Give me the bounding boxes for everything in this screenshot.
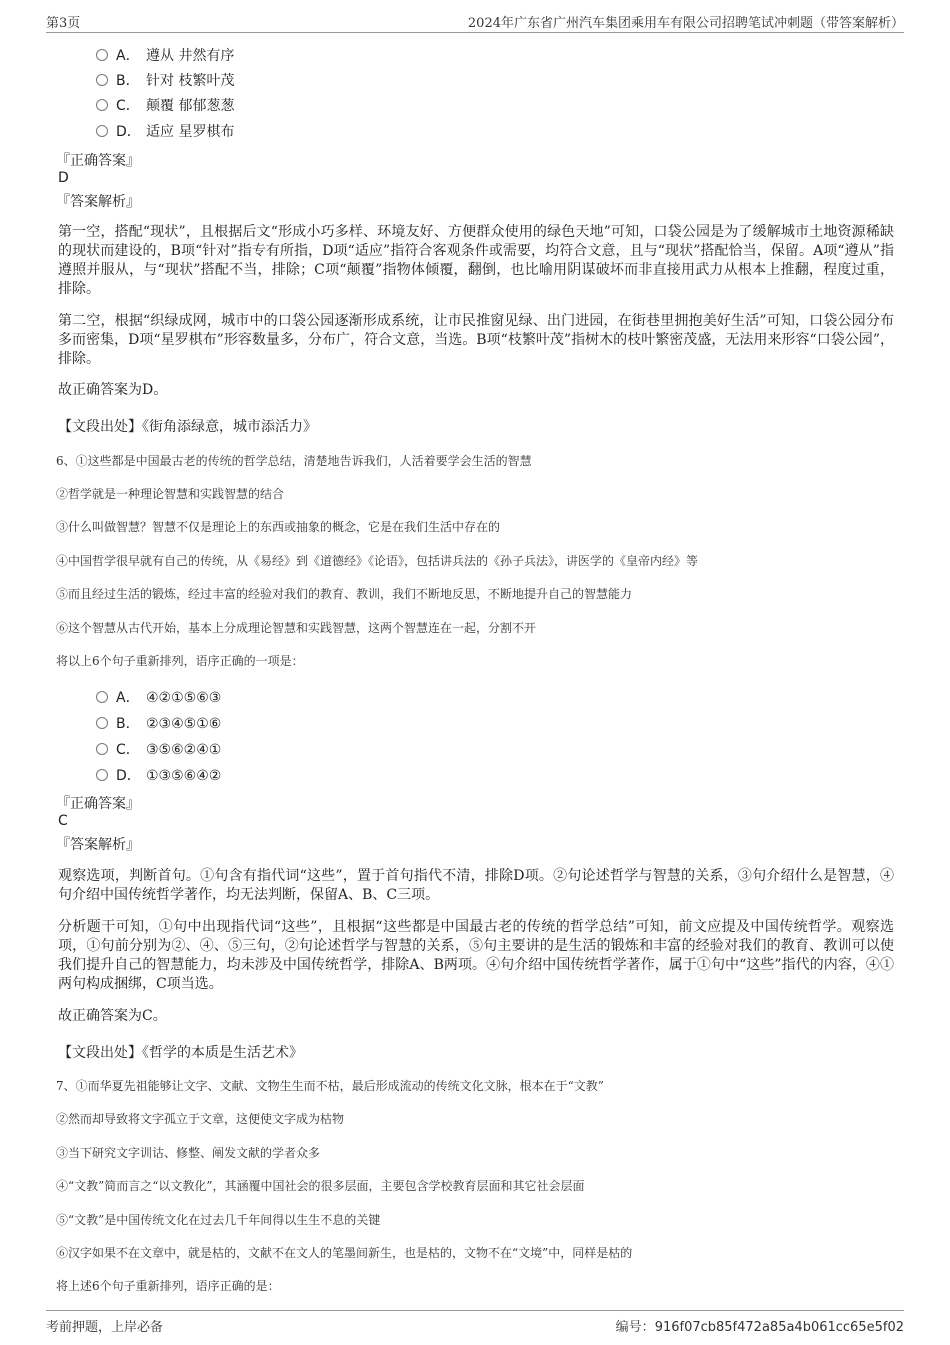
q5-option-b[interactable]: B． 针对 枝繁叶茂 [96,72,234,90]
q5-analysis-conclusion: 故正确答案为D。 [58,382,168,398]
q6-sentence-2: ②哲学就是一种理论智慧和实践智慧的结合 [56,487,285,501]
radio-icon[interactable] [96,74,108,86]
q5-analysis-para-1: 第一空，搭配“现状”，且根据后文“形成小巧多样、环境友好、方便群众使用的绿色天地”可知，口袋公园是为了缓解城市土地资源稀缺的现状而建设的，B项“针对”指专有所指，D项“适应”指符合客观条件或需要，均符合文意，且与“现状”搭配恰当，保留。A项“遵从”指遵照并服从，与“现状”搭配不当，排除；C项“颠覆”指物体倾覆，翻倒，也比喻用阴谋破坏而非直接用武力从根本上推翻，程度过重，排除。 [58,224,894,297]
q6-sentence-3: ③什么叫做智慧？智慧不仅是理论上的东西或抽象的概念，它是在我们生活中存在的 [56,520,501,534]
q7-sentence-3: ③当下研究文字训诂、修整、阐发文献的学者众多 [56,1146,321,1160]
q7-sentence-6: ⑥汉字如果不在文章中，就是枯的，文献不在文人的笔墨间新生，也是枯的，文物不在“文境”中，同样是枯的 [56,1246,633,1260]
radio-icon[interactable] [96,769,108,781]
q5-analysis-label: 『答案解析』 [56,194,140,210]
q5-answer-label: 『正确答案』 [56,153,140,169]
page-header [46,10,904,33]
q7-sentence-4: ④“文教”简而言之“以文教化”，其涵覆中国社会的很多层面，主要包含学校教育层面和其它社会层面 [56,1179,585,1193]
q6-sentence-4: ④中国哲学很早就有自己的传统，从《易经》到《道德经》《论语》，包括讲兵法的《孙子兵法》，讲医学的《皇帝内经》等 [56,554,699,568]
q5-answer: D [58,170,69,186]
q7-prompt: 将上述6个句子重新排列，语序正确的是： [56,1279,280,1293]
q6-analysis-para-2: 分析题干可知，①句中出现指代词“这些”，且根据“这些都是中国最古老的传统的哲学总结”可知，前文应提及中国传统哲学。观察选项，①句前分别为②、④、⑤三句，②句论述哲学与智慧的关系，⑤句主要讲的是生活的锻炼和丰富的经验对我们的教育、教训可以使我们提升自己的智慧能力，均未涉及中国传统哲学，排除A、B两项。④句介绍中国传统哲学著作，属于①句中“这些”指代的内容，④①两句构成捆绑，C项当选。 [58,919,894,992]
q6-analysis-para-1: 观察选项，判断首句。①句含有指代词“这些”，置于首句指代不清，排除D项。②句论述哲学与智慧的关系，③句介绍什么是智慧，④句介绍中国传统哲学著作，均无法判断，保留A、B、C三项。 [58,868,894,903]
q5-option-a[interactable]: A． 遵从 井然有序 [96,47,234,65]
q6-option-d[interactable]: D． ①③⑤⑥④② [96,767,221,785]
q6-option-b[interactable]: B． ②③④⑤①⑥ [96,715,221,733]
q5-source: 【文段出处】《街角添绿意，城市添活力》 [58,419,317,435]
q7-sentence-5: ⑤“文教”是中国传统文化在过去几千年间得以生生不息的关键 [56,1213,381,1227]
q6-option-c[interactable]: C． ③⑤⑥②④① [96,741,221,759]
q6-source: 【文段出处】《哲学的本质是生活艺术》 [58,1045,303,1061]
q6-sentence-6: ⑥这个智慧从古代开始，基本上分成理论智慧和实践智慧，这两个智慧连在一起，分割不开 [56,621,537,635]
q5-analysis-para-2: 第二空，根据“织绿成网，城市中的口袋公园逐渐形成系统，让市民推窗见绿、出门进园，在街巷里拥抱美好生活”可知，口袋公园分布多而密集，D项“星罗棋布”形容数量多，分布广，符合文意，当选。B项“枝繁叶茂”指树木的枝叶繁密茂盛，无法用来形容“口袋公园”，排除。 [58,313,894,367]
q6-prompt: 将以上6个句子重新排列，语序正确的一项是： [56,654,304,668]
q6-option-a[interactable]: A． ④②①⑤⑥③ [96,689,221,707]
radio-icon[interactable] [96,691,108,703]
q6-analysis-conclusion: 故正确答案为C。 [58,1008,167,1024]
radio-icon[interactable] [96,49,108,61]
radio-icon[interactable] [96,125,108,137]
page-footer [46,1310,904,1337]
footer-slogan: 考前押题，上岸必备 [46,1320,164,1335]
q7-sentence-1: 7、①而华夏先祖能够让文字、文献、文物生生而不枯，最后形成流动的传统文化文脉，根本在于“文教” [56,1079,604,1093]
radio-icon[interactable] [96,743,108,755]
document-code: 编号：916f07cb85f472a85a4b061cc65e5f02 [615,1320,904,1335]
page-number: 第3页 [46,16,81,31]
q6-answer: C [58,813,68,829]
q6-sentence-1: 6、①这些都是中国最古老的传统的哲学总结，清楚地告诉我们，人活着要学会生活的智慧 [56,454,532,468]
q5-option-d[interactable]: D． 适应 星罗棋布 [96,123,234,141]
radio-icon[interactable] [96,717,108,729]
q6-analysis-label: 『答案解析』 [56,837,140,853]
radio-icon[interactable] [96,99,108,111]
q7-sentence-2: ②然而却导致将文字孤立于文章，这便使文字成为枯物 [56,1112,345,1126]
q6-answer-label: 『正确答案』 [56,796,140,812]
q5-option-c[interactable]: C． 颠覆 郁郁葱葱 [96,97,234,115]
document-title: 2024年广东省广州汽车集团乘用车有限公司招聘笔试冲刺题（带答案解析） [467,16,904,31]
q6-sentence-5: ⑤而且经过生活的锻炼，经过丰富的经验对我们的教育、教训，我们不断地反思，不断地提升自己的智慧能力 [56,587,633,601]
